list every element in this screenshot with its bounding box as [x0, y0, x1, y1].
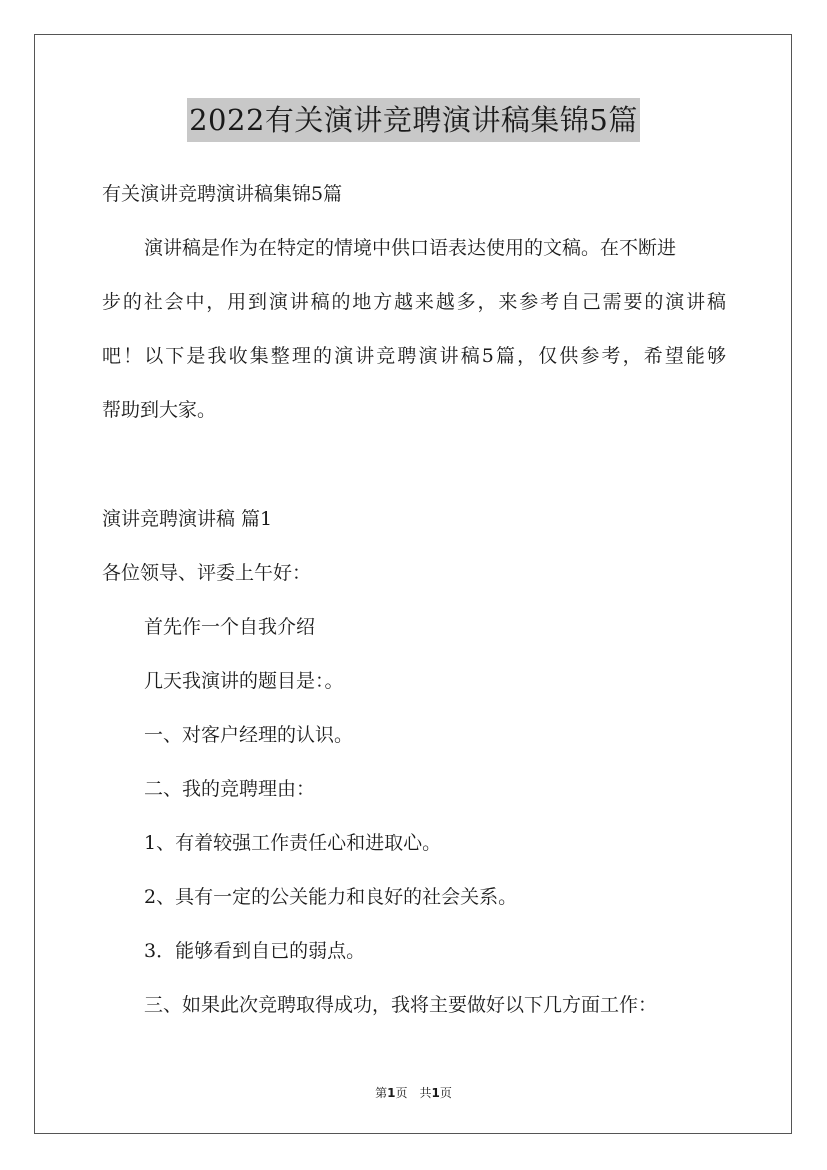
paragraph-item: 3．能够看到自已的弱点。 — [144, 940, 366, 962]
footer-total-pages: 1 — [431, 1086, 440, 1100]
footer-suffix: 页 — [439, 1086, 452, 1100]
paragraph-item: 二、我的竞聘理由： — [144, 778, 316, 800]
paragraph-item: 1、有着较强工作责任心和进取心。 — [144, 832, 442, 854]
paragraph-item: 几天我演讲的题目是：。 — [144, 670, 344, 692]
paragraph-item: 首先作一个自我介绍 — [144, 616, 316, 638]
intro-line-2: 步的社会中，用到演讲稿的地方越来越多，来参考自己需要的演讲稿 — [102, 291, 726, 313]
intro-line-3: 吧！以下是我收集整理的演讲竞聘演讲稿5篇，仅供参考，希望能够 — [102, 345, 726, 367]
footer-page-number: 1 — [387, 1086, 396, 1100]
title-container — [0, 98, 827, 142]
paragraph-item: 三、如果此次竞聘取得成功，我将主要做好以下几方面工作： — [144, 994, 658, 1016]
document-title: 2022有关演讲竞聘演讲稿集锦5篇 — [187, 98, 640, 142]
footer-prefix: 第 — [375, 1086, 388, 1100]
paragraph-item: 一、对客户经理的认识。 — [144, 724, 354, 746]
document-subtitle: 有关演讲竞聘演讲稿集锦5篇 — [102, 183, 343, 205]
paragraph-item: 2、具有一定的公关能力和良好的社会关系。 — [144, 886, 518, 908]
footer-mid: 页 共 — [395, 1086, 432, 1100]
page-footer — [0, 1085, 827, 1101]
greeting: 各位领导、评委上午好： — [102, 562, 312, 584]
section-heading: 演讲竞聘演讲稿 篇1 — [102, 508, 273, 530]
intro-line-1: 演讲稿是作为在特定的情境中供口语表达使用的文稿。在不断进 — [144, 237, 677, 259]
intro-line-4: 帮助到大家。 — [102, 399, 217, 421]
